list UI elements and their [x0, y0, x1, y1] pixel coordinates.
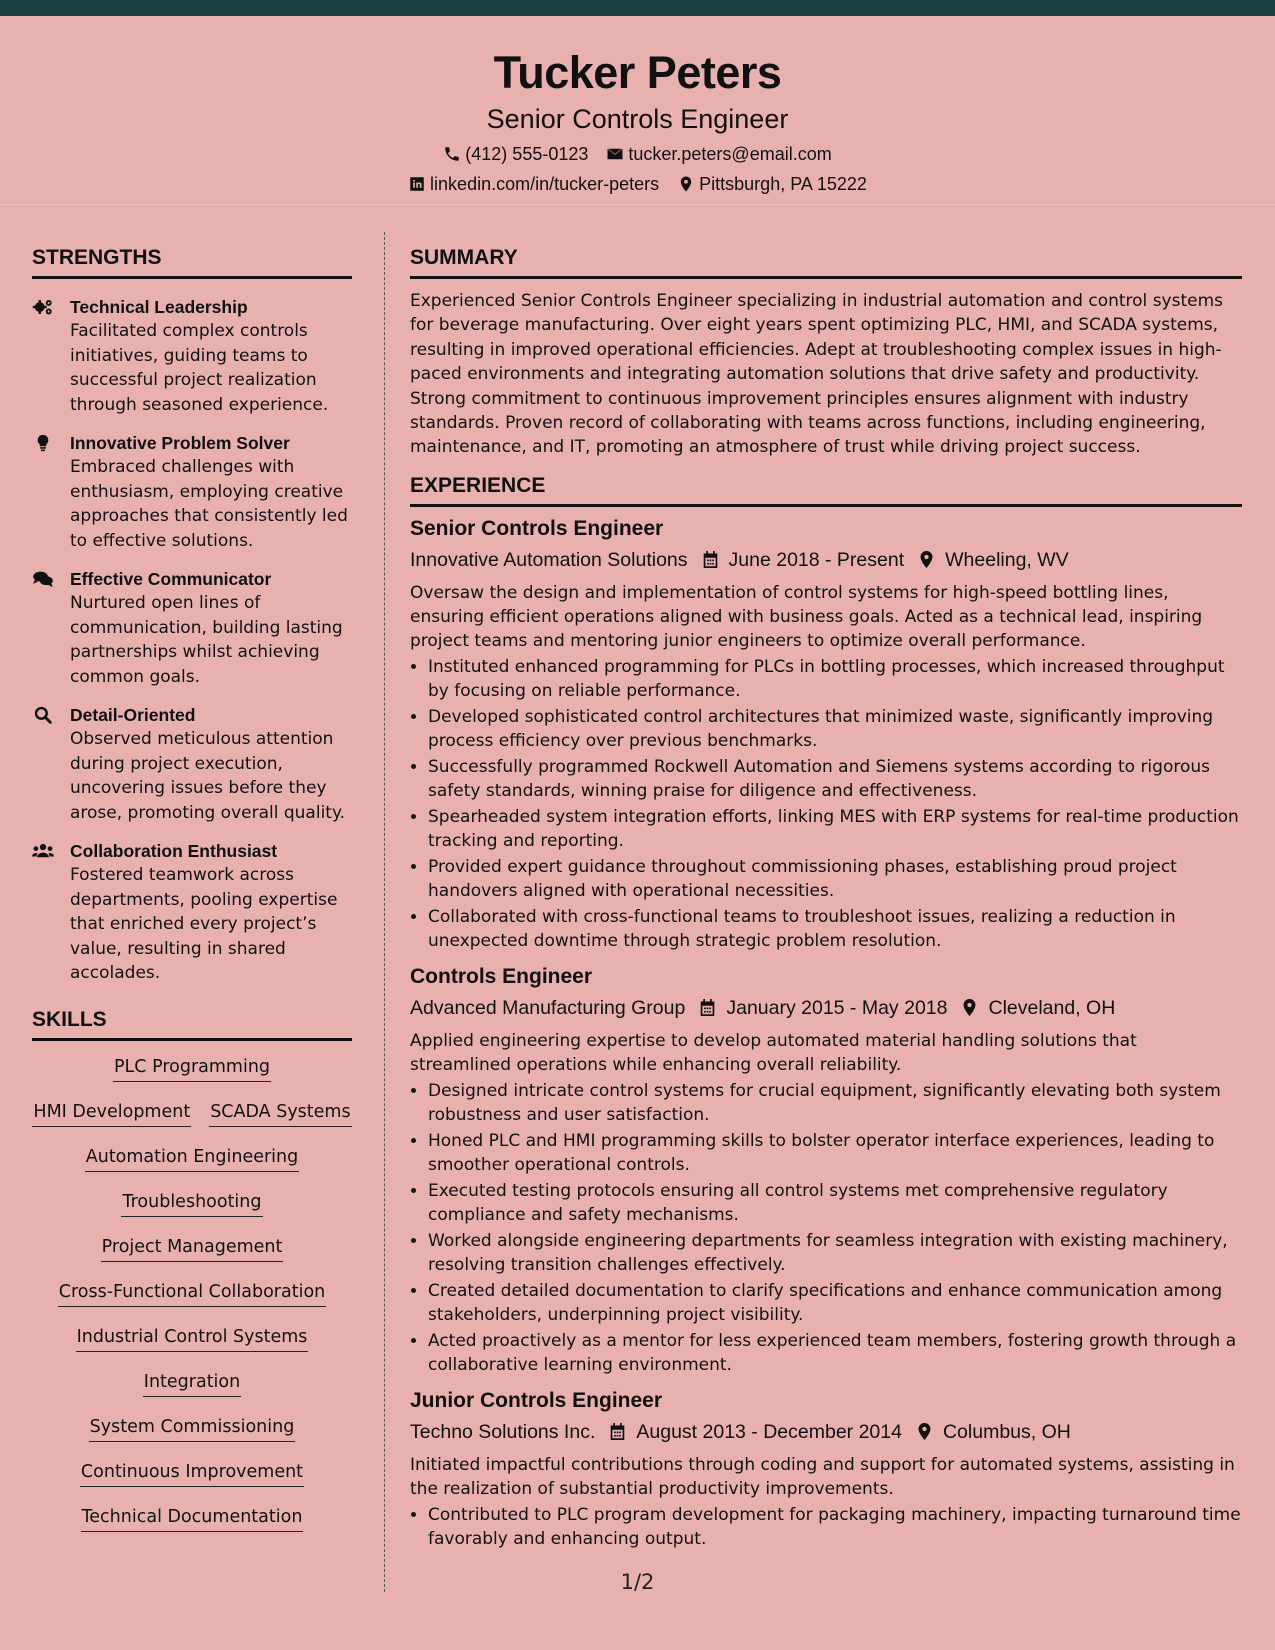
job-bullet: • Provided expert guidance throughout commissioning phases, establishing proud project handovers aligned with operational necessities.: [428, 855, 1242, 903]
job-entry: [410, 963, 1242, 1377]
job-bullet: • Created detailed documentation to clarify specifications and enhance communication among stakeholders, underpinning project visibility.: [428, 1279, 1242, 1327]
job-description: Applied engineering expertise to develop automated material handling solutions that streamlined operations while enhancing overall reliability.: [410, 1030, 1137, 1075]
email-text: tucker.peters@email.com: [628, 144, 832, 164]
strength-desc: Nurtured open lines of communication, building lasting partnerships whilst achieving common goals.: [70, 593, 343, 687]
job-bullet: • Executed testing protocols ensuring all control systems met comprehensive regulatory compliance and safety mechanisms.: [428, 1179, 1242, 1227]
strength-title: Effective Communicator: [70, 569, 272, 589]
job-entry: [410, 515, 1242, 953]
job-meta: [410, 1417, 1242, 1447]
job-location: Columbus, OH: [942, 1420, 1071, 1443]
skill-tag: Troubleshooting: [121, 1190, 262, 1217]
strength-item: [32, 703, 352, 825]
job-bullet: • Instituted enhanced programming for PLCs in bottling processes, which increased throughput by focusing on reliable performance.: [428, 655, 1242, 703]
job-location: Cleveland, OH: [988, 996, 1116, 1019]
job-title: Junior Controls Engineer: [410, 1388, 663, 1412]
job-bullets: [410, 655, 1242, 953]
job-description: Oversaw the design and implementation of control systems for high-speed bottling lines, ensuring efficient operations aligned with business goals. Acted as a technical lead, inspiring project teams and mentoring junior engineers to optimize overall performance.: [410, 582, 1203, 651]
contact-row-1: [0, 142, 1275, 166]
job-dates: January 2015 - May 2018: [726, 996, 948, 1019]
strength-title: Detail-Oriented: [70, 705, 196, 725]
phone-icon: [443, 145, 461, 163]
job-title: Senior Controls Engineer: [410, 516, 664, 540]
linkedin-text: linkedin.com/in/tucker-peters: [430, 174, 660, 194]
job-title: Controls Engineer: [410, 964, 593, 988]
contact-row-2: [0, 172, 1275, 196]
skill-tag: HMI Development: [32, 1100, 191, 1127]
job-meta: [410, 993, 1242, 1023]
skills-heading: SKILLS: [32, 1006, 352, 1041]
location-text: Pittsburgh, PA 15222: [699, 174, 867, 194]
skill-tag: SCADA Systems: [209, 1100, 351, 1127]
skill-tag: Cross-Functional Collaboration: [58, 1280, 327, 1307]
strength-title: Innovative Problem Solver: [70, 433, 290, 453]
job-bullet: • Contributed to PLC program development for packaging machinery, impacting turnaround time favorably and enhancing output.: [428, 1503, 1242, 1551]
job-bullet: • Honed PLC and HMI programming skills to bolster operator interface experiences, leading to smoother operational controls.: [428, 1129, 1242, 1177]
job-entry: [410, 1387, 1242, 1551]
skill-tag: Technical Documentation: [81, 1505, 304, 1532]
skill-tag: Industrial Control Systems: [76, 1325, 309, 1352]
calendar-icon: [609, 1422, 626, 1441]
calendar-icon: [702, 550, 719, 569]
job-dates: August 2013 - December 2014: [636, 1420, 902, 1443]
skill-tag: PLC Programming: [113, 1055, 271, 1082]
job-meta: [410, 545, 1242, 575]
strength-item: [32, 295, 352, 417]
skills-list: [32, 1055, 352, 1550]
job-bullets: [410, 1079, 1242, 1377]
skill-tag: Integration: [143, 1370, 241, 1397]
calendar-icon: [699, 998, 716, 1017]
strength-item: [32, 567, 352, 689]
right-column: [410, 244, 1242, 1553]
map-pin-icon: [677, 175, 695, 193]
company-name: Techno Solutions Inc.: [410, 1420, 596, 1443]
strength-item: [32, 431, 352, 553]
envelope-icon: [606, 145, 624, 163]
candidate-role: Senior Controls Engineer: [486, 104, 789, 134]
skill-tag: Continuous Improvement: [80, 1460, 304, 1487]
email-contact[interactable]: [606, 142, 831, 166]
job-bullet: • Acted proactively as a mentor for less experienced team members, fostering growth through a collaborative learning environment.: [428, 1329, 1242, 1377]
skill-tag: System Commissioning: [89, 1415, 296, 1442]
left-column: [32, 244, 352, 1550]
job-bullet: • Developed sophisticated control architectures that minimized waste, significantly improving process efficiency over previous benchmarks.: [428, 705, 1242, 753]
skill-tag: Automation Engineering: [85, 1145, 300, 1172]
map-pin-icon: [961, 998, 978, 1017]
job-location: Wheeling, WV: [945, 548, 1069, 571]
company-name: Advanced Manufacturing Group: [410, 996, 686, 1019]
job-bullet: • Designed intricate control systems for crucial equipment, significantly elevating both system robustness and user satisfaction.: [428, 1079, 1242, 1127]
users-icon: [32, 842, 54, 860]
skill-tag: Project Management: [101, 1235, 284, 1262]
top-accent-bar: [0, 0, 1275, 16]
strength-desc: Observed meticulous attention during project execution, uncovering issues before they arose, promoting overall quality.: [70, 729, 345, 823]
summary-heading: SUMMARY: [410, 244, 1242, 279]
page-number: 1/2: [620, 1570, 655, 1594]
job-bullets: [410, 1503, 1242, 1551]
company-name: Innovative Automation Solutions: [410, 548, 688, 571]
lightbulb-icon: [32, 434, 54, 452]
search-icon: [32, 706, 54, 724]
map-pin-icon: [916, 1422, 933, 1441]
column-divider: [384, 232, 385, 1592]
location-contact: [677, 172, 867, 196]
experience-heading: EXPERIENCE: [410, 472, 1242, 507]
candidate-name: Tucker Peters: [493, 47, 782, 98]
summary-text: Experienced Senior Controls Engineer specializing in industrial automation and control systems for beverage manufacturing. Over eight years spent optimizing PLC, HMI, and SCADA systems, resulting in improved operational efficiencies. Adept at troubleshooting complex issues in high-paced environments and integrating automation solutions that drive safety and productivity. Strong commitment to continuous improvement principles ensures alignment with industry standards. Proven record of collaborating with teams across functions, including engineering, maintenance, and IT, promoting an atmosphere of trust while driving project success.: [410, 291, 1224, 458]
job-description: Initiated impactful contributions through coding and support for automated systems, assisting in the realization of substantial productivity improvements.: [410, 1454, 1235, 1499]
strengths-heading: STRENGTHS: [32, 244, 352, 279]
phone-text: (412) 555-0123: [465, 144, 589, 164]
strength-desc: Fostered teamwork across departments, pooling expertise that enriched every project’s value, resulting in shared accolades.: [70, 865, 338, 983]
linkedin-contact[interactable]: [408, 172, 659, 196]
map-pin-icon: [918, 550, 935, 569]
job-bullet: • Spearheaded system integration efforts, linking MES with ERP systems for real-time production tracking and reporting.: [428, 805, 1242, 853]
resume-header: [0, 16, 1275, 205]
strength-desc: Facilitated complex controls initiatives, guiding teams to successful project realization through seasoned experience.: [70, 321, 329, 415]
strength-desc: Embraced challenges with enthusiasm, employing creative approaches that consistently led to effective solutions.: [70, 457, 348, 551]
job-dates: June 2018 - Present: [728, 548, 905, 571]
linkedin-icon: [408, 175, 426, 193]
strength-item: [32, 839, 352, 986]
job-bullet: • Collaborated with cross-functional teams to troubleshoot issues, realizing a reduction in unexpected downtime through strategic problem resolution.: [428, 905, 1242, 953]
job-bullet: • Worked alongside engineering departments for seamless integration with existing machinery, resolving transition challenges effectively.: [428, 1229, 1242, 1277]
strength-title: Technical Leadership: [70, 297, 248, 317]
chat-icon: [32, 570, 54, 588]
phone-contact[interactable]: [443, 142, 588, 166]
strength-title: Collaboration Enthusiast: [70, 841, 278, 861]
job-bullet: • Successfully programmed Rockwell Automation and Siemens systems according to rigorous safety standards, winning praise for diligence and effectiveness.: [428, 755, 1242, 803]
gears-icon: [32, 298, 54, 316]
